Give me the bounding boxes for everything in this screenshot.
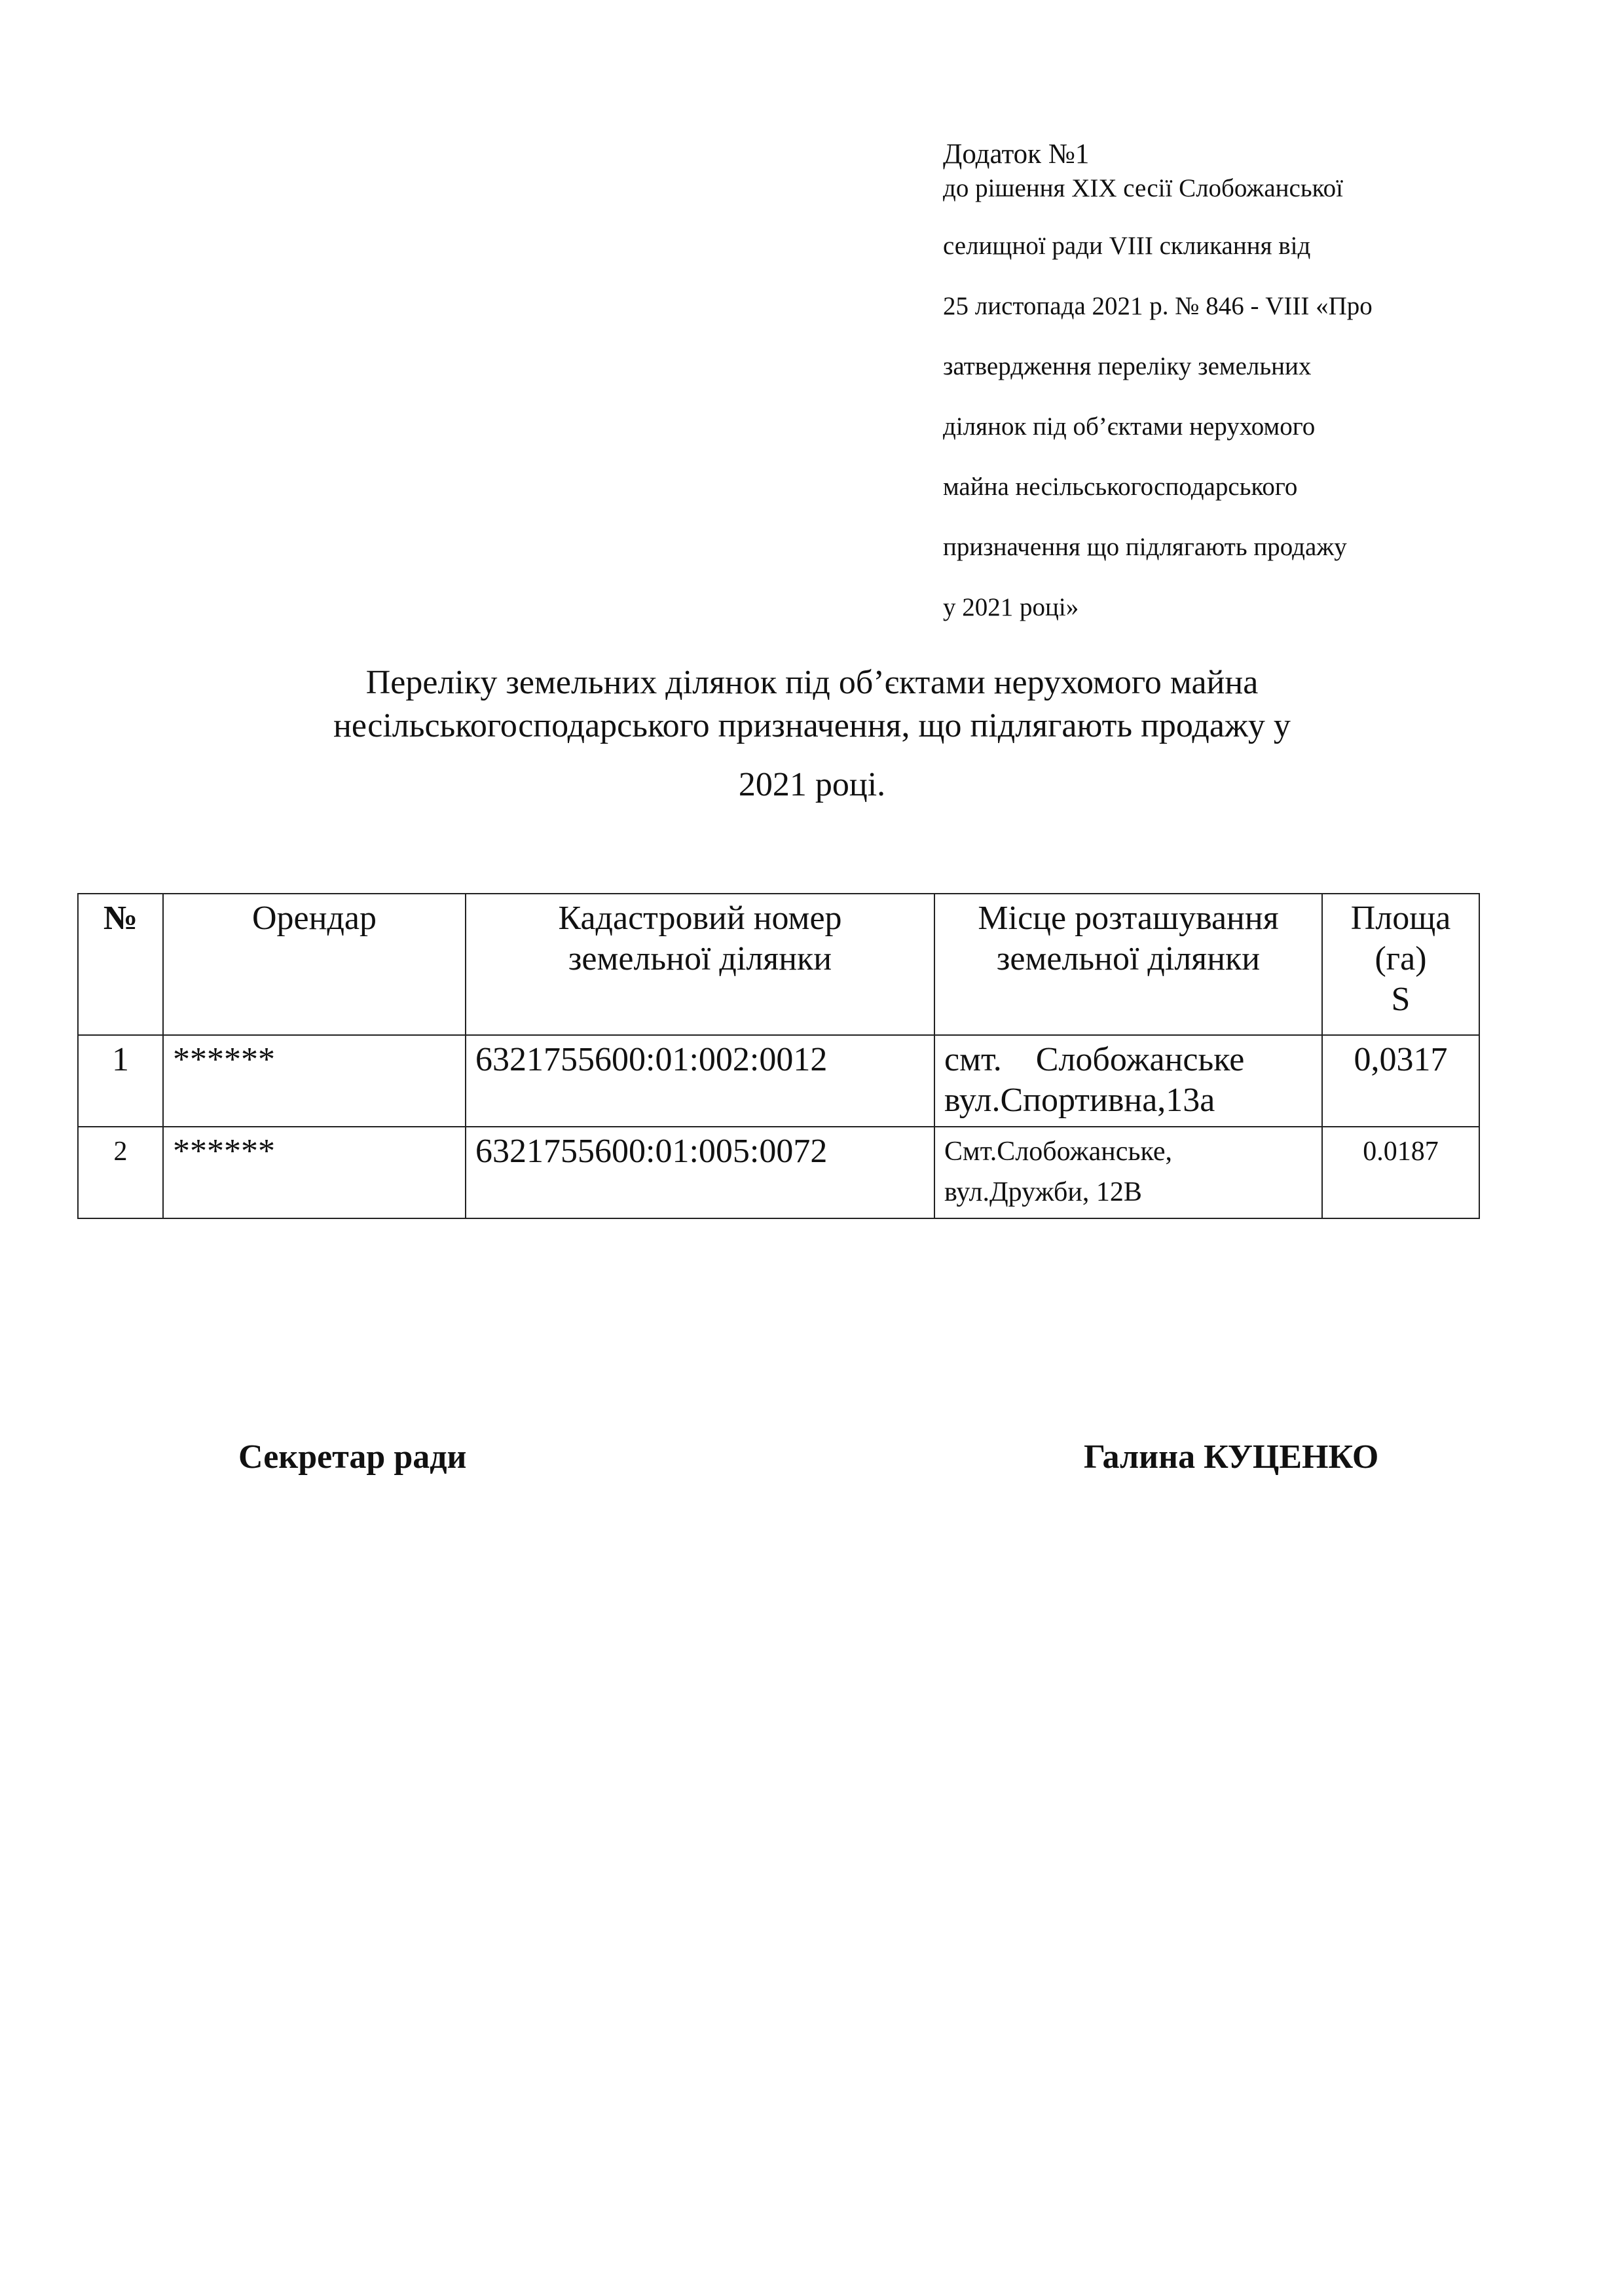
header-area: Площа (га) S [1322, 894, 1479, 1035]
header-tenant: Орендар [163, 894, 466, 1035]
appendix-line: майна несільськогосподарського [943, 473, 1298, 501]
row-area: 0,0317 [1322, 1035, 1479, 1127]
row-cadastral: 6321755600:01:002:0012 [466, 1035, 934, 1127]
row-location: смт. Слобожанське вул.Спортивна,13а [934, 1035, 1322, 1127]
header-cadastral: Кадастровий номер земельної ділянки [466, 894, 934, 1035]
title-line-1: Переліку земельних ділянок під об’єктами нерухомого майна [365, 664, 1259, 701]
row-tenant: ****** [163, 1035, 466, 1127]
parcels-table [77, 893, 1480, 1219]
row-number: 1 [78, 1035, 163, 1127]
row-tenant: ****** [163, 1127, 466, 1218]
table-header-row [78, 894, 1479, 1035]
document-title [196, 661, 1428, 807]
signature-name: Галина КУЦЕНКО [1084, 1438, 1379, 1476]
appendix-line: 25 листопада 2021 р. № 846 - VIII «Про [943, 292, 1373, 320]
appendix-title: Додаток №1 [943, 139, 1090, 170]
table-row [78, 1127, 1479, 1218]
header-location: Місце розташування земельної ділянки [934, 894, 1322, 1035]
appendix-block [943, 136, 1585, 623]
appendix-line: ділянок під об’єктами нерухомого [943, 412, 1316, 441]
appendix-line: призначення що підлягають продажу [943, 533, 1347, 561]
title-line-3: 2021 році. [738, 766, 886, 803]
title-line-2: несільськогосподарського призначення, що підлягають продажу у [333, 707, 1291, 744]
signature-position: Секретар ради [238, 1438, 467, 1476]
header-number: № [78, 894, 163, 1035]
row-number: 2 [78, 1127, 163, 1218]
appendix-line: у 2021 році» [943, 593, 1079, 621]
row-cadastral: 6321755600:01:005:0072 [466, 1127, 934, 1218]
table-row [78, 1035, 1479, 1127]
row-location: Смт.Слобожанське, вул.Дружби, 12В [934, 1127, 1322, 1218]
row-area: 0.0187 [1322, 1127, 1479, 1218]
appendix-line: до рішення XIX сесії Слобожанської [943, 174, 1343, 202]
appendix-line: затвердження переліку земельних [943, 352, 1312, 380]
appendix-line: селищної ради VIII скликання від [943, 232, 1311, 260]
